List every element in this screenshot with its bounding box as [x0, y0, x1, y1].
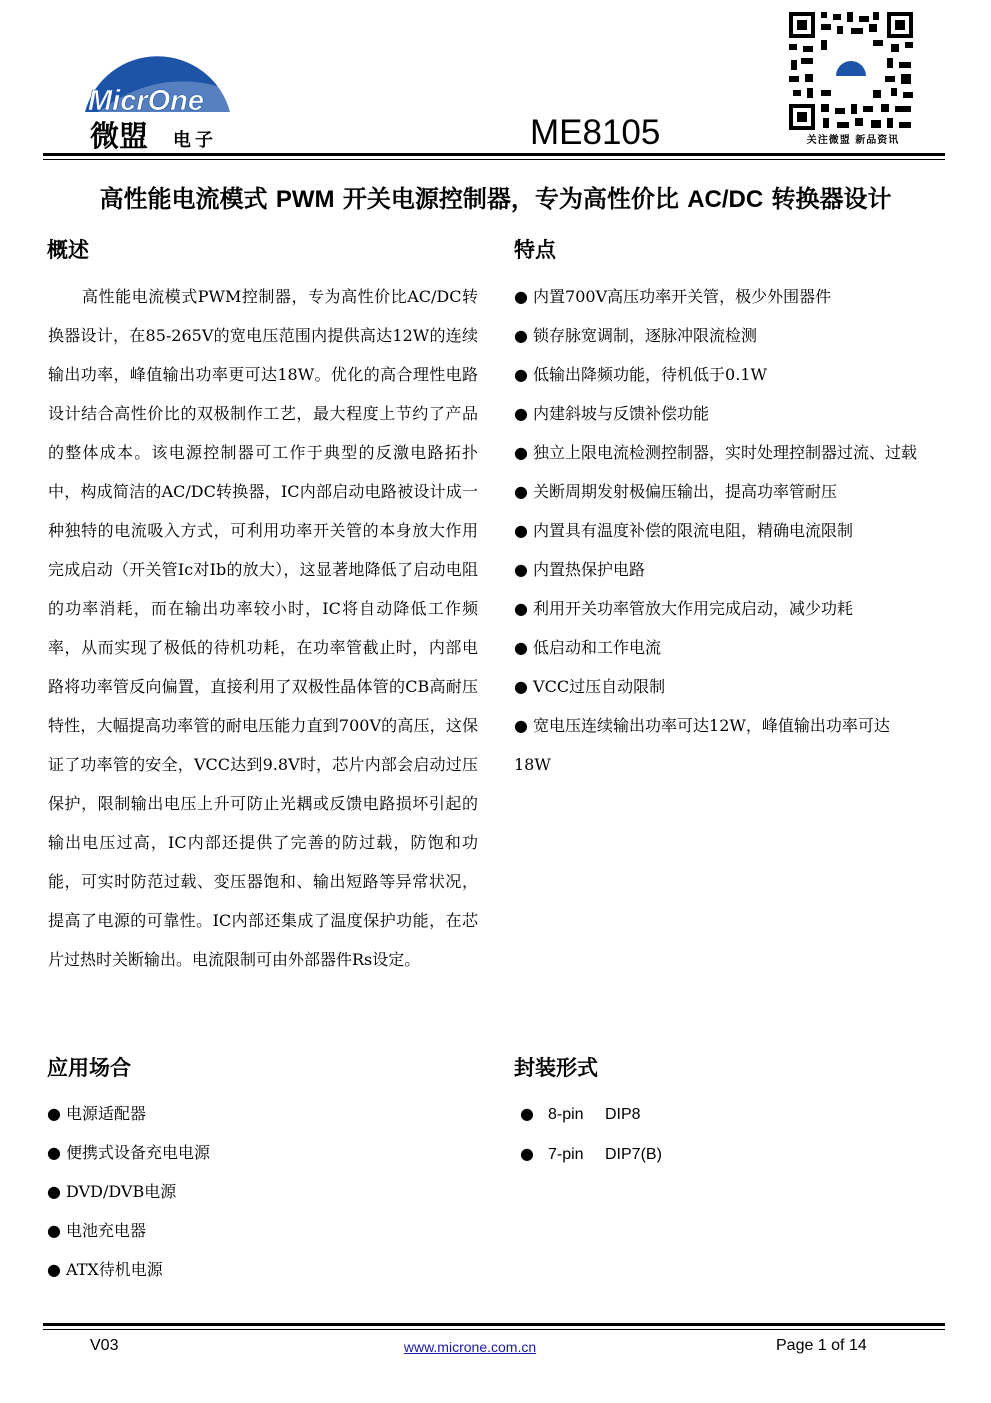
package-bullet: ● [520, 1104, 534, 1123]
document-title [0, 182, 991, 217]
overview-heading: 概述 [47, 237, 89, 262]
feature-item: ● 内置具有温度补偿的限流电阻，精确电流限制 [514, 521, 854, 540]
package-item [520, 1134, 920, 1174]
feature-item: ● VCC过压自动限制 [514, 677, 666, 696]
footer-website-link[interactable]: www.microne.com.cn [403, 1339, 537, 1355]
overview-paragraph: 高性能电流模式PWM控制器，专为高性价比AC/DC转换器设计，在85-265V的宽电压范围内提供高达12W的连续输出功率，峰值输出功率更可达18W。优化的高合理性电路设计结合高性价比的双极制作工艺，最大程度上节约了产品的整体成本。该电源控制器可工作于典型的反激电路拓扑中，构成简洁的AC/DC转换器，IC内部启动电路被设计成一种独特的电流吸入方式，可利用功率开关管的本身放大作用完成启动（开关管Ic对Ib的放大），这显著地降低了启动电阻的功率消耗，而在输出功率较小时，IC将自动降低工作频率，从而实现了极低的待机功耗，在功率管截止时，内部电路将功率管反向偏置，直接利用了双极性晶体管的CB高耐压特性，大幅提高功率管的耐电压能力直到700V的高压，这保证了功率管的安全，VCC达到9.8V时，芯片内部会启动过压保护，限制输出电压上升可防止光耦或反馈电路损坏引起的输出电压过高，IC内部还提供了完善的防过载，防饱和功能，可实时防范过载、变压器饱和、输出短路等异常状况，提高了电源的可靠性。IC内部还集成了温度保护功能，在芯片过热时关断输出。电流限制可由外部器件Rs设定。 [48, 287, 478, 969]
package-type: DIP8 [605, 1106, 641, 1123]
footer-version: V03 [90, 1337, 119, 1354]
feature-item: ● 内建斜坡与反馈补偿功能 [514, 404, 710, 423]
application-item: ● ATX待机电源 [47, 1260, 163, 1279]
footer-rule [43, 1323, 945, 1326]
footer-page-number: Page 1 of 14 [776, 1337, 867, 1354]
feature-item: ● 关断周期发射极偏压输出，提高功率管耐压 [514, 482, 838, 501]
logo-chinese-suffix: 电子 [173, 130, 217, 151]
packages-heading: 封装形式 [514, 1055, 598, 1080]
package-item [520, 1094, 920, 1134]
package-type: DIP7(B) [605, 1146, 662, 1163]
title-part: 高性能电流模式 [99, 184, 276, 213]
application-item: ● 便携式设备充电电源 [47, 1143, 211, 1162]
feature-item: ● 内置700V高压功率开关管，极少外围器件 [514, 287, 832, 306]
application-item: ● 电源适配器 [47, 1104, 147, 1123]
title-part: PWM [275, 186, 335, 213]
footer-rule-thin [43, 1329, 945, 1330]
feature-item: ● 低输出降频功能，待机低于0.1W [514, 365, 767, 384]
package-pin-count: 8-pin [548, 1106, 584, 1123]
title-part: 转换器设计 [763, 184, 892, 213]
logo-brand-text: MicrOne [88, 85, 205, 117]
package-bullet: ● [520, 1144, 534, 1163]
title-part: 开关电源控制器，专为高性价比 [334, 184, 688, 213]
part-number: ME8105 [530, 113, 661, 152]
package-pin-count: 7-pin [548, 1146, 584, 1163]
application-item: ● 电池充电器 [47, 1221, 147, 1240]
qr-caption: 关注微盟 新品资讯 [806, 135, 900, 146]
feature-item: ● 宽电压连续输出功率可达12W，峰值输出功率可达18W [514, 716, 890, 774]
features-heading: 特点 [514, 237, 556, 262]
feature-item: ● 独立上限电流检测控制器，实时处理控制器过流、过载 [514, 443, 918, 462]
features-list [514, 277, 954, 784]
applications-heading: 应用场合 [47, 1055, 131, 1080]
company-logo [80, 20, 240, 155]
logo-chinese-name: 微盟 [90, 119, 149, 153]
feature-item: ● 内置热保护电路 [514, 560, 646, 579]
header-rule-thin [43, 159, 945, 160]
application-item: ● DVD/DVB电源 [47, 1182, 177, 1201]
packages-list [520, 1094, 920, 1174]
feature-item: ● 利用开关功率管放大作用完成启动，减少功耗 [514, 599, 854, 618]
header-rule [43, 153, 945, 156]
feature-item: ● 低启动和工作电流 [514, 638, 662, 657]
title-part: AC/DC [687, 186, 764, 213]
feature-item: ● 锁存脉宽调制，逐脉冲限流检测 [514, 326, 758, 345]
applications-list [47, 1094, 447, 1289]
qr-code-icon [787, 10, 915, 132]
qr-code-graphic [787, 10, 915, 132]
logo-graphic [80, 20, 240, 155]
